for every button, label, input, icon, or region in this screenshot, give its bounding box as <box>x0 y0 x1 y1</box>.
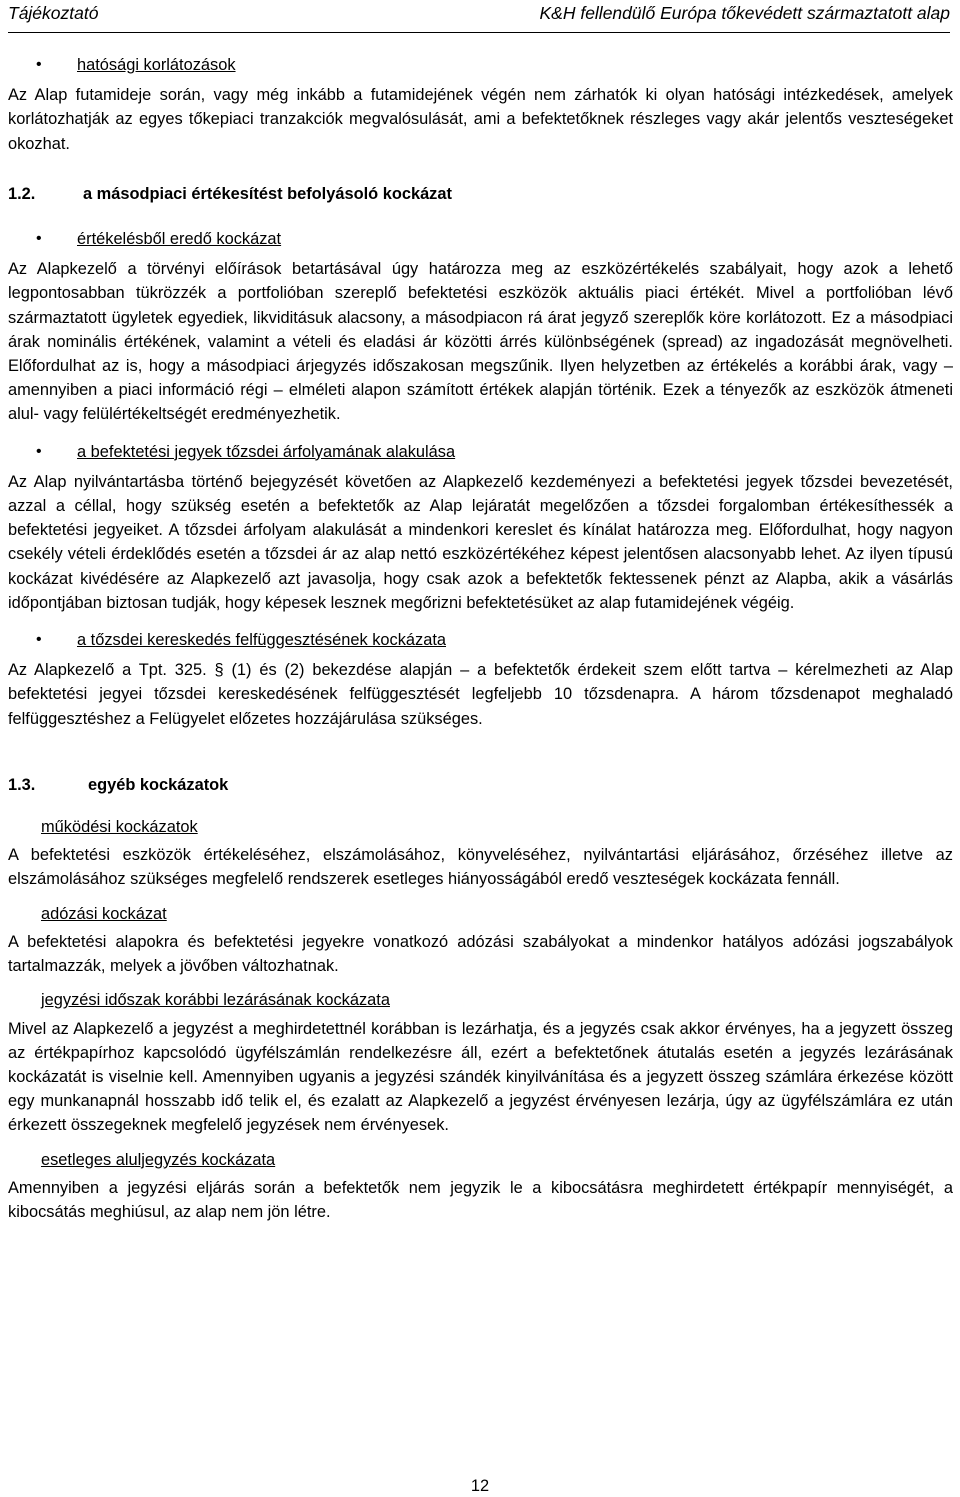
header-doc-type: Tájékoztató <box>8 3 99 23</box>
paragraph-tax-risk: A befektetési alapokra és befektetési jegyekre vonatkozó adózási szabályokat a mindenkor hatályos adózási jogszabályok tartalmazzák, melyek a jövőben változhatnak. <box>8 932 953 976</box>
paragraph-undersubscription-risk: Amennyiben a jegyzési eljárás során a befektetők nem jegyzik le a kibocsátásra meghirdetett értékpapír mennyiségét, a kibocsátás meghiúsul, az alap nem jön létre. <box>8 1178 953 1221</box>
paragraph-operational-risks: A befektetési eszközök értékeléséhez, elszámolásához, könyveléséhez, nyilvántartási eljárásához, őrzéséhez illetve az elszámolásához szükséges megfelelő rendszerek esetleges hiányosságából eredő veszteségek kockázata fennáll. <box>8 846 953 889</box>
header-fund-name: K&H fellendülő Európa tőkevédett származtatott alap <box>539 3 950 23</box>
paragraph-authority-restrictions: Az Alap futamideje során, vagy még inkább a futamidejének végén nem zárhatók ki olyan hatósági intézkedések, amelyek korlátozhatják az egyes tőkepiaci tranzakciók megvalósulását, ami a befektetőknek részleges vagy akár jelentős veszteségeket okozhat. <box>8 86 953 153</box>
page-number: 12 <box>470 1477 490 1495</box>
paragraph-trading-suspension: Az Alapkezelő a Tpt. 325. § (1) és (2) bekezdése alapján – a befektetők érdekeit szem előtt tartva – kérelmezheti az Alap befektetési jegyei tőzsdei kereskedésének felfüggesztését legfeljebb 10 tőzsdenapra. A három tőzsdenapot meghaladó felfüggesztéshez a Felügyelet előzetes hozzájárulása szükséges. <box>8 661 953 728</box>
section-title-1-3: egyéb kockázatok <box>88 775 229 794</box>
section-title-1-2: a másodpiaci értékesítést befolyásoló kockázat <box>83 184 452 203</box>
paragraph-exchange-price: Az Alap nyilvántartásba történő bejegyzését követően az Alapkezelő kezdeményezi a befektetési jegyek tőzsdei bevezetését, azzal a céllal, hogy szükség esetén a befektetők az Alap lejáratát megelőzően a tőzsdei forgalomban értékesíthessék a befektetési jegyeiket. A tőzsdei árfolyam alakulását a mindenkori kereslet és kínálat határozza meg. Előfordulhat, hogy nagyon csekély vételi érdeklődés esetén a tőzsdei ár az alap nettó eszközértékéhez képest jelentősen alacsonyabb lehet. Az ilyen típusú kockázat kivédésére az Alapkezelő azt javasolja, hogy csak azok a befektetők fektessenek pénzt az Alapba, akik a vásárlás időpontjában biztosan tudják, hogy képesek lesznek megőrizni befektetésüket az alap futamidejének végéig. <box>8 472 953 612</box>
bullet-heading-trading-suspension: • a tőzsdei kereskedés felfüggesztésének kockázata <box>8 628 953 652</box>
page-header <box>8 0 950 33</box>
subheading-operational-risks: működési kockázatok <box>41 818 198 837</box>
paragraph-valuation-risk: Az Alapkezelő a törvényi előírások betartásával úgy határozza meg az eszközértékelés szabályait, hogy azok a lehető legpontosabban tükrözzék a portfolióban szereplő befektetési eszközök aktuális piaci értékét. Mivel a portfolióban lévő származtatott ügyletek egyediek, likviditásuk alacsony, a másodpiacon rá árat jegyző szereplők köre korlátozott. Ez a másodpiaci árak nominális értékének, valamint a vételi és eladási ár közötti árrés különbségének (spread) az ingadozását megnövelheti. Előfordulhat az is, hogy a másodpiaci árjegyzés időszakosan megszűnik. Ilyen helyzetben az értékelés a korábbi árak, vagy – amennyiben a piaci információ régi – elméleti alapon számított értékek alapján történik. Ezek a tényezők az eszközök átmeneti alul- vagy felülértékeltségét eredményezhetik. <box>8 260 953 424</box>
section-heading-1-2 <box>8 182 953 206</box>
document-body <box>8 53 953 1224</box>
bullet-heading-authority-restrictions: • hatósági korlátozások <box>8 53 953 77</box>
section-heading-1-3 <box>8 773 953 797</box>
bullet-heading-exchange-price: • a befektetési jegyek tőzsdei árfolyamának alakulása <box>8 440 953 464</box>
paragraph-early-close-risk: Mivel az Alapkezelő a jegyzést a meghirdetettnél korábban is lezárhatja, és a jegyzés csak akkor érvényes, ha a jegyzett összeg az értékpapírhoz kapcsolódó ügyfélszámlán rendelkezésre áll, ezért a befektetőnek átutalás esetén a jegyzés lezárásának kockázatát is viselnie kell. Amennyiben ugyanis a jegyzési szándék kinyilvánítása és a jegyzett összeg számlára érkezése között egy munkanapnál hosszabb idő telik el, és ezalatt az Alapkezelő a jegyzést érvényesen lezárja, úgy az ügyfélszámlára ez után érkezett összegeknek megfelelő jegyzések nem érvényesek. <box>8 1019 953 1135</box>
subheading-tax-risk: adózási kockázat <box>41 904 167 923</box>
subheading-early-close-risk: jegyzési időszak korábbi lezárásának kockázata <box>41 991 390 1010</box>
subheading-undersubscription-risk: esetleges aluljegyzés kockázata <box>41 1150 276 1169</box>
section-number-1-3: 1.3. <box>8 775 36 794</box>
section-number-1-2: 1.2. <box>8 184 36 203</box>
bullet-heading-valuation-risk: • értékelésből eredő kockázat <box>8 227 953 251</box>
